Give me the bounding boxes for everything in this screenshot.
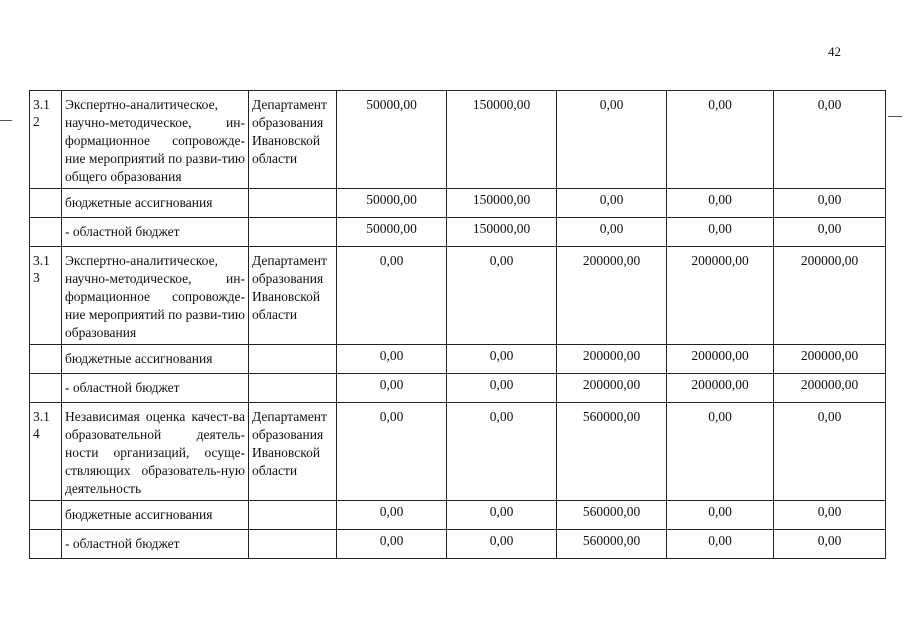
value-cell: 560000,00 — [557, 501, 667, 530]
value-cell: 0,00 — [447, 247, 557, 345]
measure-name: бюджетные ассигнования — [62, 345, 249, 374]
value-cell: 0,00 — [447, 501, 557, 530]
department-cell: Департамент образования Ивановской области — [249, 247, 337, 345]
row-number-cell — [30, 501, 62, 530]
measure-name: - областной бюджет — [62, 374, 249, 403]
measure-name: бюджетные ассигнования — [62, 189, 249, 218]
measure-name: Независимая оценка качест-ва образовательной деятель-ности организаций, осуще-ствляющих образователь-ную деятельность — [62, 403, 249, 501]
value-cell: 0,00 — [557, 218, 667, 247]
department-cell — [249, 345, 337, 374]
value-cell: 0,00 — [667, 91, 774, 189]
value-cell: 200000,00 — [557, 247, 667, 345]
value-cell: 0,00 — [447, 345, 557, 374]
department-cell — [249, 501, 337, 530]
value-cell: 0,00 — [337, 247, 447, 345]
value-cell: 0,00 — [337, 530, 447, 559]
table-row — [30, 91, 886, 189]
value-cell: 150000,00 — [447, 218, 557, 247]
value-cell: 200000,00 — [557, 345, 667, 374]
value-cell: 0,00 — [774, 218, 886, 247]
department-cell: Департамент образования Ивановской области — [249, 403, 337, 501]
value-cell: 560000,00 — [557, 403, 667, 501]
row-number-bottom: 2 — [33, 114, 40, 129]
value-cell: 0,00 — [447, 374, 557, 403]
value-cell: 0,00 — [774, 530, 886, 559]
row-number-bottom: 4 — [33, 426, 40, 441]
value-cell: 0,00 — [337, 403, 447, 501]
value-cell: 0,00 — [337, 345, 447, 374]
value-cell: 0,00 — [774, 501, 886, 530]
row-number-top: 3.1 — [33, 253, 50, 268]
value-cell: 0,00 — [447, 403, 557, 501]
row-number-cell — [30, 247, 62, 345]
value-cell: 0,00 — [667, 530, 774, 559]
row-number-cell — [30, 403, 62, 501]
scan-mark — [0, 120, 12, 121]
value-cell: 0,00 — [774, 403, 886, 501]
value-cell: 50000,00 — [337, 218, 447, 247]
table-row — [30, 189, 886, 218]
value-cell: 0,00 — [774, 189, 886, 218]
table-row — [30, 345, 886, 374]
department-cell — [249, 218, 337, 247]
row-number-top: 3.1 — [33, 409, 50, 424]
budget-table — [29, 90, 886, 559]
department-cell — [249, 374, 337, 403]
value-cell: 200000,00 — [774, 374, 886, 403]
value-cell: 0,00 — [667, 501, 774, 530]
scan-mark — [888, 116, 902, 117]
value-cell: 150000,00 — [447, 189, 557, 218]
row-number-top: 3.1 — [33, 97, 50, 112]
page-number: 42 — [828, 44, 841, 59]
department-cell — [249, 189, 337, 218]
row-number-cell — [30, 189, 62, 218]
row-number-cell — [30, 530, 62, 559]
value-cell: 0,00 — [667, 218, 774, 247]
value-cell: 0,00 — [557, 91, 667, 189]
value-cell: 200000,00 — [667, 374, 774, 403]
value-cell: 0,00 — [337, 374, 447, 403]
value-cell: 50000,00 — [337, 189, 447, 218]
value-cell: 150000,00 — [447, 91, 557, 189]
measure-name: Экспертно-аналитическое, научно-методическое, ин-формационное сопровожде-ние мероприятий по разви-тию образования — [62, 247, 249, 345]
row-number-cell — [30, 345, 62, 374]
row-number-cell — [30, 374, 62, 403]
value-cell: 0,00 — [557, 189, 667, 218]
department-cell: Департамент образования Ивановской области — [249, 91, 337, 189]
measure-name: - областной бюджет — [62, 218, 249, 247]
value-cell: 0,00 — [667, 403, 774, 501]
value-cell: 200000,00 — [774, 345, 886, 374]
measure-name: Экспертно-аналитическое, научно-методическое, ин-формационное сопровожде-ние мероприятий по разви-тию общего образования — [62, 91, 249, 189]
value-cell: 200000,00 — [774, 247, 886, 345]
row-number-cell — [30, 218, 62, 247]
value-cell: 0,00 — [774, 91, 886, 189]
value-cell: 0,00 — [447, 530, 557, 559]
row-number-cell — [30, 91, 62, 189]
table-row — [30, 501, 886, 530]
table-row — [30, 403, 886, 501]
table-row — [30, 530, 886, 559]
measure-name: бюджетные ассигнования — [62, 501, 249, 530]
row-number-bottom: 3 — [33, 270, 40, 285]
value-cell: 50000,00 — [337, 91, 447, 189]
table-row — [30, 218, 886, 247]
value-cell: 200000,00 — [557, 374, 667, 403]
value-cell: 200000,00 — [667, 247, 774, 345]
department-cell — [249, 530, 337, 559]
measure-name: - областной бюджет — [62, 530, 249, 559]
table-row — [30, 374, 886, 403]
value-cell: 0,00 — [337, 501, 447, 530]
value-cell: 560000,00 — [557, 530, 667, 559]
value-cell: 0,00 — [667, 189, 774, 218]
value-cell: 200000,00 — [667, 345, 774, 374]
table-row — [30, 247, 886, 345]
